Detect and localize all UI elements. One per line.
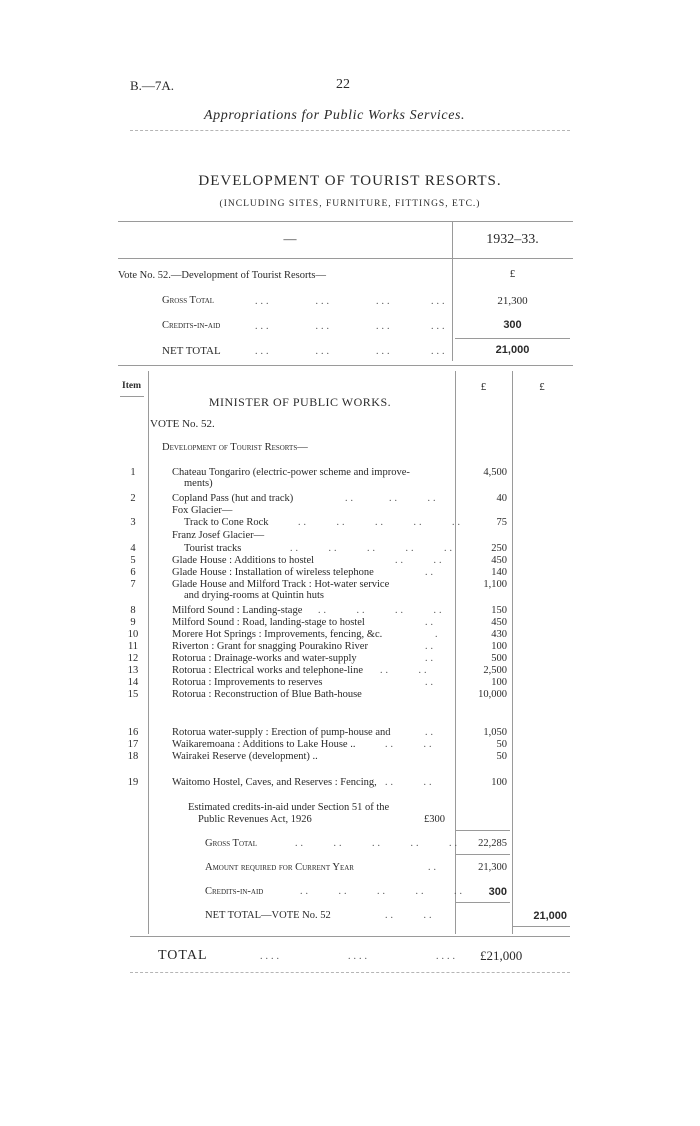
item-number: 8	[130, 605, 136, 616]
item-amount: 50	[496, 751, 507, 762]
running-title: Appropriations for Public Works Services.	[204, 108, 466, 123]
item-number: 5	[130, 555, 136, 566]
summary-currency: £	[509, 268, 516, 280]
net-total-vote-label: NET TOTAL—VOTE No. 52	[205, 910, 331, 921]
summary-left-header: —	[283, 231, 297, 246]
detail-bottom-rule	[130, 936, 570, 937]
item-amount: 10,000	[478, 689, 507, 700]
item-leader: .. .. .. .. ..	[290, 543, 455, 554]
item-number: 1	[130, 467, 136, 478]
item-description: Rotorua : Reconstruction of Blue Bath-house	[172, 689, 362, 700]
item-description-continued: and drying-rooms at Quintin huts	[184, 590, 324, 601]
item-description: Waitomo Hostel, Caves, and Reserves : Fencing,	[172, 777, 377, 788]
vote-heading: VOTE No. 52.	[150, 418, 215, 430]
item-number: 18	[127, 751, 139, 762]
item-description: Chateau Tongariro (electric-power scheme and improve-	[172, 467, 410, 478]
current-year-leader: ..	[428, 862, 439, 873]
grand-total-leader: .... .... ....	[260, 951, 458, 962]
item-amount: 1,100	[483, 579, 507, 590]
summary-gross-leader: ... ... ... ...	[255, 296, 448, 307]
item-description: Copland Pass (hut and track)	[172, 493, 294, 504]
summary-credits-leader: ... ... ... ...	[255, 321, 448, 332]
item-amount: 1,050	[483, 727, 507, 738]
item-description: Wairakei Reserve (development) ..	[172, 751, 318, 762]
item-description: Glade House : Installation of wireless telephone	[172, 567, 374, 578]
item-description: Waikaremoana : Additions to Lake House ..	[172, 739, 356, 750]
total-currency: £	[539, 381, 545, 393]
summary-net-leader: ... ... ... ...	[255, 346, 448, 357]
gross-rule	[455, 830, 510, 831]
item-amount: 140	[491, 567, 507, 578]
item-number: 17	[127, 739, 139, 750]
item-leader: .. ..	[380, 665, 430, 676]
net-total-vote-value: 21,000	[533, 910, 567, 922]
item-number: 11	[127, 641, 139, 652]
estimate-amount: £300	[424, 814, 445, 825]
item-leader: .. .. .. ..	[318, 605, 445, 616]
item-leader: .	[435, 629, 441, 640]
summary-gross-label: Gross Total	[162, 295, 215, 306]
summary-subtotal-rule	[455, 338, 570, 339]
summary-vote-label: Vote No. 52.—Development of Tourist Resorts—	[118, 270, 326, 281]
estimate-note: Estimated credits-in-aid under Section 51 of the	[188, 802, 390, 813]
grand-total-value: £21,000	[480, 948, 523, 963]
item-amount: 2,500	[483, 665, 507, 676]
item-leader: ..	[425, 641, 436, 652]
section-title: DEVELOPMENT OF TOURIST RESORTS.	[198, 173, 502, 189]
item-amount: 450	[491, 555, 507, 566]
item-leader: ..	[425, 727, 436, 738]
summary-bottom-rule	[118, 365, 573, 366]
section-subtitle: (INCLUDING SITES, FURNITURE, FITTINGS, ETC.)	[219, 199, 481, 209]
summary-header-rule	[118, 258, 573, 259]
item-number: 4	[130, 543, 136, 554]
item-number: 16	[127, 727, 139, 738]
current-rule	[455, 854, 510, 855]
gross-total-label: Gross Total	[205, 838, 258, 849]
summary-credits-label: Credits-in-aid	[162, 320, 221, 331]
item-description: Rotorua water-supply : Erection of pump-house and	[172, 727, 391, 738]
summary-top-rule	[118, 221, 573, 222]
item-amount: 40	[496, 493, 507, 504]
item-amount: 150	[491, 605, 507, 616]
item-leader: .. ..	[385, 777, 435, 788]
item-amount: 450	[491, 617, 507, 628]
net-rule	[512, 926, 570, 927]
item-leader: ..	[425, 617, 436, 628]
gross-total-value: 22,285	[478, 838, 507, 849]
item-amount: 430	[491, 629, 507, 640]
subhead-heading: Development of Tourist Resorts—	[162, 442, 308, 453]
item-description: Morere Hot Springs : Improvements, fencing, &c.	[172, 629, 383, 640]
current-year-label: Amount required for Current Year	[205, 862, 354, 873]
document-reference: B.—7A.	[130, 78, 175, 93]
credits-in-aid-label: Credits-in-aid	[205, 886, 264, 897]
item-leader: .. .. .. .. ..	[298, 517, 463, 528]
item-number: 2	[130, 493, 136, 504]
item-group-heading: Franz Josef Glacier—	[172, 530, 265, 541]
item-leader: ..	[425, 567, 436, 578]
header-divider	[130, 130, 570, 131]
estimate-note-continued: Public Revenues Act, 1926	[198, 814, 312, 825]
summary-net-label: NET TOTAL	[162, 345, 221, 357]
item-description: Glade House and Milford Track : Hot-water service	[172, 579, 390, 590]
item-description: Glade House : Additions to hostel	[172, 555, 315, 566]
credits-in-aid-leader: .. .. .. .. ..	[300, 886, 465, 897]
item-group-heading: Fox Glacier—	[172, 505, 233, 516]
item-amount: 75	[496, 517, 507, 528]
summary-year-header: 1932–33.	[486, 232, 539, 247]
minister-heading: MINISTER OF PUBLIC WORKS.	[208, 395, 392, 409]
item-number: 10	[127, 629, 139, 640]
item-description: Milford Sound : Road, landing-stage to hostel	[172, 617, 365, 628]
item-header-underline	[120, 396, 144, 397]
item-amount: 50	[496, 739, 507, 750]
grand-total-label: TOTAL	[158, 948, 208, 963]
current-year-value: 21,300	[478, 862, 507, 873]
credits-in-aid-value: 300	[488, 886, 507, 898]
footer-divider	[130, 972, 570, 973]
item-description: Rotorua : Improvements to reserves	[172, 677, 323, 688]
item-leader: .. ..	[385, 739, 435, 750]
amount-currency: £	[480, 381, 487, 393]
summary-credits-value: 300	[503, 319, 522, 331]
item-number: 7	[130, 579, 136, 590]
net-total-vote-leader: .. ..	[385, 910, 435, 921]
item-description: Track to Cone Rock	[184, 517, 269, 528]
item-amount: 100	[491, 677, 507, 688]
item-number: 14	[127, 677, 139, 688]
item-amount: 4,500	[483, 467, 507, 478]
item-number: 12	[127, 653, 139, 664]
detail-total-divider	[512, 371, 513, 934]
item-number: 9	[130, 617, 136, 628]
item-description: Milford Sound : Landing-stage	[172, 605, 303, 616]
item-leader: .. ..	[395, 555, 445, 566]
item-column-header: Item	[122, 381, 141, 391]
summary-net-value: 21,000	[495, 344, 530, 356]
item-number: 6	[130, 567, 136, 578]
item-number: 19	[127, 777, 139, 788]
page-number: 22	[336, 77, 350, 92]
item-leader: .. .. ..	[345, 493, 439, 504]
item-leader: ..	[425, 653, 436, 664]
credits-rule	[455, 902, 510, 903]
detail-item-divider	[148, 371, 149, 934]
item-number: 15	[127, 689, 139, 700]
item-description: Rotorua : Drainage-works and water-supply	[172, 653, 357, 664]
item-description: Tourist tracks	[184, 543, 242, 554]
item-amount: 250	[491, 543, 507, 554]
item-number: 13	[127, 665, 139, 676]
item-amount: 500	[491, 653, 507, 664]
gross-total-leader: .. .. .. .. ..	[295, 838, 460, 849]
item-amount: 100	[491, 641, 507, 652]
item-number: 3	[130, 517, 136, 528]
item-amount: 100	[491, 777, 507, 788]
summary-gross-value: 21,300	[497, 295, 528, 307]
item-leader: ..	[425, 677, 436, 688]
summary-column-divider	[452, 221, 453, 361]
item-description: Rotorua : Electrical works and telephone-line	[172, 665, 363, 676]
item-description: Riverton : Grant for snagging Pourakino River	[172, 641, 368, 652]
item-description-continued: ments)	[184, 478, 213, 489]
